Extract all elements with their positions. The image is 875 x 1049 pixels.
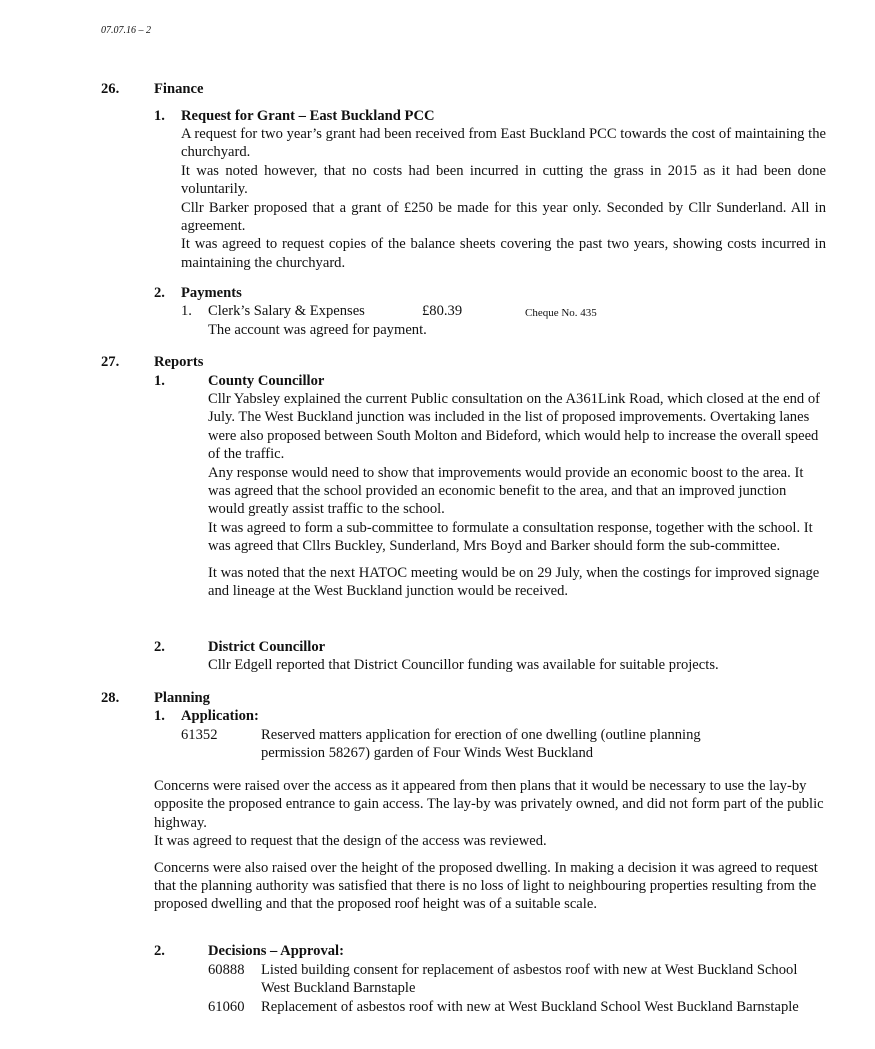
decision-ref: 61060: [208, 999, 245, 1015]
application-number: 1.: [154, 708, 165, 724]
planning-paragraph: Concerns were also raised over the height of the proposed dwelling. In making a decision it was agreed to request that the planning authority was satisfied that there is no loss of light to neighbouring properties resulting from the proposed dwelling and that the proposed roof height was of a suitable scale.: [154, 859, 818, 913]
payment-item-note: The account was agreed for payment.: [208, 322, 427, 338]
planning-body: [154, 777, 829, 914]
decision-ref: 60888: [208, 962, 245, 978]
decision-text: Listed building consent for replacement of asbestos roof with new at West Buckland School West Buckland Barnstaple: [261, 962, 798, 997]
county-paragraph: It was agreed to form a sub-committee to formulate a consultation response, together with the school. It was agreed that Cllrs Buckley, Sunderland, Mrs Boyd and Barker should form the sub-committee.: [208, 519, 813, 555]
decisions-title: Decisions – Approval:: [208, 943, 344, 959]
grant-body: [181, 125, 826, 272]
application-text: Reserved matters application for erection of one dwelling (outline planning permission 58267) garden of Four Winds West Buckland: [261, 727, 701, 762]
grant-title: Request for Grant – East Buckland PCC: [181, 108, 435, 124]
county-paragraph: Cllr Yabsley explained the current Public consultation on the A361Link Road, which closed at the end of July. The West Buckland junction was included in the list of proposed improvements. Overtaking lanes were also proposed between South Molton and Bideford, which would help to increase the overall speed of the traffic.: [208, 391, 821, 463]
county-paragraph: It was noted that the next HATOC meeting would be on 29 July, when the costings for improved signage and lineage at the West Buckland junction would be received.: [208, 564, 820, 600]
decisions-number: 2.: [154, 943, 165, 959]
planning-paragraph: It was agreed to request that the design of the access was reviewed.: [154, 833, 547, 850]
payment-item-amount: £80.39: [422, 303, 463, 319]
payments-number: 2.: [154, 285, 165, 301]
grant-paragraph: It was agreed to request copies of the balance sheets covering the past two years, showing costs incurred in maintaining the churchyard.: [181, 236, 826, 271]
application-title: Application:: [181, 708, 259, 724]
grant-paragraph: A request for two year’s grant had been received from East Buckland PCC towards the cost of maintaining the churchyard.: [181, 126, 826, 161]
payment-item-number: 1.: [181, 303, 192, 319]
decision-text: Replacement of asbestos roof with new at West Buckland School West Buckland Barnstaple: [261, 999, 799, 1015]
page-reference: 07.07.16 – 2: [101, 25, 151, 36]
payments-title: Payments: [181, 285, 242, 301]
section-number-reports: 27.: [101, 354, 120, 370]
county-paragraph: Any response would need to show that improvements would provide an economic boost to the area. It was agreed that the school provided an economic benefit to the area, and that an improved junction would greatly assist traffic to the school.: [208, 464, 804, 518]
planning-paragraph: Concerns were raised over the access as it appeared from then plans that it would be necessary to use the lay-by opposite the proposed entrance to gain access. The lay-by was privately owned, and did not form part of the public highway.: [154, 778, 824, 831]
grant-paragraph: Cllr Barker proposed that a grant of £250 be made for this year only. Seconded by Cllr Sunderland. All in agreement.: [181, 199, 826, 235]
grant-paragraph: It was noted however, that no costs had been incurred in cutting the grass in 2015 as it had been done voluntarily.: [181, 162, 826, 198]
payment-item-cheque: Cheque No. 435: [525, 307, 597, 319]
application-ref: 61352: [181, 727, 218, 743]
county-number: 1.: [154, 373, 165, 389]
section-number-finance: 26.: [101, 81, 120, 97]
district-text: Cllr Edgell reported that District Councillor funding was available for suitable projects.: [208, 657, 719, 673]
district-number: 2.: [154, 639, 165, 655]
county-body: [208, 390, 826, 600]
section-number-planning: 28.: [101, 690, 120, 706]
grant-number: 1.: [154, 108, 165, 124]
payment-item-label: Clerk’s Salary & Expenses: [208, 303, 365, 319]
county-title: County Councillor: [208, 373, 325, 389]
district-title: District Councillor: [208, 639, 326, 655]
section-title-reports: Reports: [154, 354, 204, 370]
section-title-finance: Finance: [154, 81, 204, 97]
section-title-planning: Planning: [154, 690, 210, 706]
